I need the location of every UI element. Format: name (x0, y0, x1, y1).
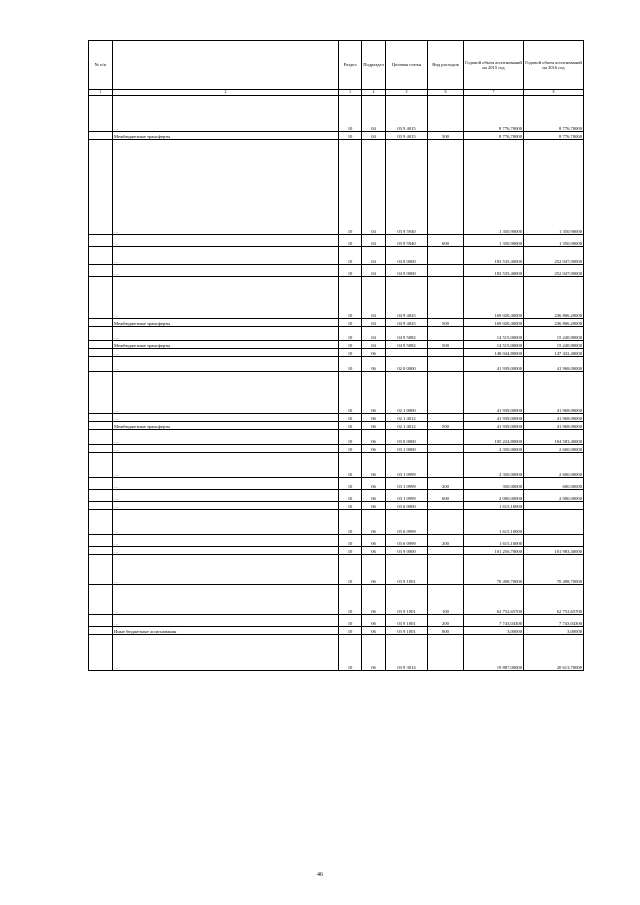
cell-razdel: 10 (339, 547, 362, 555)
cell-razdel: 10 (339, 235, 362, 247)
cell-number (89, 627, 113, 635)
cell-statya: 04 9 4025 (386, 277, 428, 319)
table-row (89, 327, 584, 341)
cell-razdel: 10 (339, 635, 362, 671)
cell-podrazdel: 04 (362, 265, 386, 277)
cell-2016: 1 350,90000 (524, 235, 584, 247)
header-podrazdel: Подраздел (362, 41, 386, 90)
cell-razdel: 10 (339, 247, 362, 265)
cell-statya: 03 9 4015 (386, 96, 428, 132)
cell-name: … (113, 453, 339, 478)
cell-2015: 1 615,10000 (464, 502, 524, 510)
cell-razdel: 10 (339, 96, 362, 132)
cell-number (89, 585, 113, 615)
cell-2016 (524, 535, 584, 547)
cell-statya: 04 9 4025 (386, 319, 428, 327)
cell-podrazdel: 04 (362, 132, 386, 140)
cell-vid (428, 349, 464, 357)
cell-name: … (113, 414, 339, 422)
cell-vid: 500 (428, 422, 464, 430)
cell-vid: 200 (428, 478, 464, 490)
cell-podrazdel: 06 (362, 510, 386, 535)
table-row (89, 627, 584, 635)
cell-number (89, 341, 113, 349)
table-body (89, 96, 584, 671)
cell-2015: 8 776,70000 (464, 132, 524, 140)
cell-podrazdel: 06 (362, 502, 386, 510)
cell-2016: 2 600,00000 (524, 453, 584, 478)
table-row (89, 445, 584, 453)
cell-statya: 04 0 0000 (386, 247, 428, 265)
cell-vid (428, 547, 464, 555)
cell-vid: 200 (428, 615, 464, 627)
table-row (89, 430, 584, 445)
table-row (89, 585, 584, 615)
cell-statya: 02 1 4012 (386, 414, 428, 422)
cell-name: … (113, 555, 339, 585)
cell-razdel: 10 (339, 502, 362, 510)
cell-name: Межбюджетные трансферты (113, 132, 339, 140)
cell-razdel: 10 (339, 132, 362, 140)
cell-2016: 147 432,40000 (524, 349, 584, 357)
cell-2016: 41 968,00000 (524, 372, 584, 414)
table-row (89, 140, 584, 235)
cell-statya: 03 9 5940 (386, 235, 428, 247)
cell-name: … (113, 490, 339, 502)
cell-razdel: 10 (339, 430, 362, 445)
cell-2015: 2 000,00000 (464, 490, 524, 502)
cell-vid (428, 357, 464, 372)
cell-podrazdel: 04 (362, 96, 386, 132)
cell-number (89, 140, 113, 235)
cell-name: … (113, 430, 339, 445)
header-name (113, 41, 339, 90)
budget-table (88, 40, 584, 671)
cell-vid (428, 445, 464, 453)
cell-number (89, 535, 113, 547)
cell-number (89, 445, 113, 453)
cell-number (89, 372, 113, 414)
column-number: 6 (428, 90, 464, 96)
cell-statya: 03 6 0999 (386, 510, 428, 535)
column-number: 4 (362, 90, 386, 96)
cell-2015: 169 020,40000 (464, 319, 524, 327)
cell-number (89, 615, 113, 627)
cell-statya: 03 9 5940 (386, 140, 428, 235)
cell-vid (428, 96, 464, 132)
table-row (89, 510, 584, 535)
cell-statya: 03 1 0999 (386, 490, 428, 502)
cell-2016: 101 983,40000 (524, 547, 584, 555)
header-razdel: Раздел (339, 41, 362, 90)
cell-number (89, 319, 113, 327)
cell-podrazdel: 06 (362, 372, 386, 414)
table-row (89, 357, 584, 372)
cell-2015: 8 776,70000 (464, 96, 524, 132)
table-row (89, 372, 584, 414)
cell-statya (386, 349, 428, 357)
cell-statya: 03 0 0000 (386, 430, 428, 445)
cell-razdel: 10 (339, 445, 362, 453)
cell-2015: 350,00000 (464, 478, 524, 490)
header-2016: Годовой объем ассигнований на 2016 год (524, 41, 584, 90)
cell-2015: 2 350,00000 (464, 453, 524, 478)
cell-number (89, 478, 113, 490)
column-number: 2 (113, 90, 339, 96)
cell-podrazdel: 06 (362, 430, 386, 445)
cell-razdel: 10 (339, 555, 362, 585)
cell-vid: 500 (428, 319, 464, 327)
cell-statya: 02 1 4012 (386, 422, 428, 430)
cell-number (89, 453, 113, 478)
cell-2016: 41 968,00000 (524, 357, 584, 372)
table-row (89, 277, 584, 319)
cell-2016: 104 583,40000 (524, 430, 584, 445)
cell-number (89, 265, 113, 277)
cell-2015: 2 350,00000 (464, 445, 524, 453)
header-number: № п/п (89, 41, 113, 90)
header-vid: Вид расходов (428, 41, 464, 90)
cell-podrazdel: 04 (362, 247, 386, 265)
table-row (89, 341, 584, 349)
cell-name: … (113, 277, 339, 319)
cell-vid (428, 277, 464, 319)
cell-2016: 2 000,00000 (524, 490, 584, 502)
cell-podrazdel: 06 (362, 615, 386, 627)
cell-vid: 200 (428, 535, 464, 547)
cell-vid: 500 (428, 132, 464, 140)
table-row (89, 265, 584, 277)
cell-name: … (113, 502, 339, 510)
cell-2015: 3,00000 (464, 627, 524, 635)
cell-podrazdel: 06 (362, 547, 386, 555)
cell-name: … (113, 510, 339, 535)
cell-number (89, 414, 113, 422)
cell-podrazdel: 06 (362, 635, 386, 671)
cell-razdel: 10 (339, 414, 362, 422)
page-number: 46 (317, 872, 323, 878)
table-row (89, 96, 584, 132)
cell-vid (428, 555, 464, 585)
cell-statya: 03 1 0999 (386, 453, 428, 478)
cell-name: Межбюджетные трансферты (113, 319, 339, 327)
cell-2016: 41 968,00000 (524, 414, 584, 422)
cell-number (89, 430, 113, 445)
cell-podrazdel: 06 (362, 585, 386, 615)
cell-vid (428, 372, 464, 414)
cell-podrazdel: 04 (362, 235, 386, 247)
cell-2015: 105 224,80000 (464, 430, 524, 445)
cell-name: … (113, 327, 339, 341)
cell-razdel: 10 (339, 372, 362, 414)
column-number: 8 (524, 90, 584, 96)
cell-podrazdel: 06 (362, 478, 386, 490)
cell-statya: 03 1 0000 (386, 445, 428, 453)
cell-name: Межбюджетные трансферты (113, 422, 339, 430)
column-number: 7 (464, 90, 524, 96)
cell-2016: 3,00000 (524, 627, 584, 635)
cell-name: … (113, 372, 339, 414)
cell-2016: 15 240,80000 (524, 341, 584, 349)
cell-2016: 252 047,00000 (524, 265, 584, 277)
cell-podrazdel: 06 (362, 627, 386, 635)
cell-podrazdel: 04 (362, 277, 386, 319)
cell-vid: 600 (428, 235, 464, 247)
cell-number (89, 96, 113, 132)
cell-name: Межбюджетные трансферты (113, 341, 339, 349)
cell-number (89, 635, 113, 671)
cell-vid (428, 140, 464, 235)
table-row (89, 235, 584, 247)
cell-podrazdel: 06 (362, 535, 386, 547)
cell-2016: 252 047,00000 (524, 247, 584, 265)
cell-vid: 600 (428, 490, 464, 502)
cell-razdel: 10 (339, 140, 362, 235)
cell-statya: 02 1 0000 (386, 372, 428, 414)
header-statya: Целевая статья (386, 41, 428, 90)
cell-2015: 41 939,00000 (464, 372, 524, 414)
table-row (89, 615, 584, 627)
cell-name: … (113, 247, 339, 265)
cell-name: … (113, 357, 339, 372)
table-row (89, 490, 584, 502)
cell-razdel: 10 (339, 535, 362, 547)
cell-vid (428, 247, 464, 265)
cell-statya: 03 9 3014 (386, 635, 428, 671)
table-row (89, 453, 584, 478)
cell-podrazdel: 06 (362, 357, 386, 372)
cell-2016 (524, 510, 584, 535)
cell-2015: 14 515,00000 (464, 341, 524, 349)
column-number: 3 (339, 90, 362, 96)
cell-2015: 1 615,10000 (464, 510, 524, 535)
cell-vid (428, 502, 464, 510)
cell-podrazdel: 06 (362, 490, 386, 502)
cell-razdel: 10 (339, 453, 362, 478)
cell-2015: 148 044,80000 (464, 349, 524, 357)
table-row (89, 422, 584, 430)
cell-number (89, 422, 113, 430)
cell-name: … (113, 96, 339, 132)
cell-2015: 41 939,00000 (464, 414, 524, 422)
cell-name: … (113, 445, 339, 453)
cell-statya: 03 9 1001 (386, 627, 428, 635)
cell-2016: 1 350,90000 (524, 140, 584, 235)
cell-2015: 7 743,04300 (464, 615, 524, 627)
cell-statya: 04 9 0000 (386, 265, 428, 277)
cell-razdel: 10 (339, 627, 362, 635)
cell-number (89, 327, 113, 341)
cell-number (89, 132, 113, 140)
cell-number (89, 510, 113, 535)
cell-2016: 62 752,65700 (524, 585, 584, 615)
table-row (89, 247, 584, 265)
cell-podrazdel: 04 (362, 140, 386, 235)
cell-2016: 236 806,20000 (524, 319, 584, 327)
cell-razdel: 10 (339, 265, 362, 277)
table-row (89, 535, 584, 547)
cell-name: … (113, 349, 339, 357)
cell-2015: 41 939,00000 (464, 422, 524, 430)
cell-razdel: 10 (339, 319, 362, 327)
cell-podrazdel: 04 (362, 327, 386, 341)
cell-name: … (113, 265, 339, 277)
cell-2016: 8 776,70000 (524, 96, 584, 132)
cell-2015: 70 498,70000 (464, 555, 524, 585)
cell-2016: 15 240,80000 (524, 327, 584, 341)
table-row (89, 502, 584, 510)
table-row (89, 132, 584, 140)
cell-2016: 2 600,00000 (524, 445, 584, 453)
cell-statya: 03 9 4015 (386, 132, 428, 140)
cell-statya: 03 9 1001 (386, 585, 428, 615)
column-number: 1 (89, 90, 113, 96)
cell-vid: 500 (428, 341, 464, 349)
cell-2015: 183 535,40000 (464, 265, 524, 277)
column-number: 5 (386, 90, 428, 96)
cell-podrazdel: 06 (362, 349, 386, 357)
table-row (89, 635, 584, 671)
cell-2015: 62 752,65700 (464, 585, 524, 615)
cell-2016: 70 498,70000 (524, 555, 584, 585)
cell-number (89, 357, 113, 372)
cell-razdel: 10 (339, 510, 362, 535)
cell-statya: 04 9 5082 (386, 341, 428, 349)
cell-2015: 1 350,90000 (464, 235, 524, 247)
table-row (89, 349, 584, 357)
table-row (89, 555, 584, 585)
cell-number (89, 490, 113, 502)
table-row (89, 414, 584, 422)
cell-razdel: 10 (339, 277, 362, 319)
cell-statya: 04 9 5082 (386, 327, 428, 341)
cell-statya: 03 9 0000 (386, 547, 428, 555)
cell-2015: 14 515,00000 (464, 327, 524, 341)
cell-name: … (113, 635, 339, 671)
cell-2016: 20 613,70000 (524, 635, 584, 671)
cell-number (89, 555, 113, 585)
cell-razdel: 10 (339, 585, 362, 615)
table-row (89, 478, 584, 490)
cell-vid (428, 414, 464, 422)
cell-name: … (113, 478, 339, 490)
cell-number (89, 277, 113, 319)
cell-vid: 100 (428, 585, 464, 615)
cell-razdel: 10 (339, 327, 362, 341)
cell-2016: 8 776,70000 (524, 132, 584, 140)
cell-razdel: 10 (339, 341, 362, 349)
cell-2016: 41 968,00000 (524, 422, 584, 430)
cell-statya: 02 0 0000 (386, 357, 428, 372)
cell-2015: 101 256,70000 (464, 547, 524, 555)
cell-2016 (524, 502, 584, 510)
table-row (89, 319, 584, 327)
cell-statya: 03 6 0000 (386, 502, 428, 510)
cell-podrazdel: 06 (362, 422, 386, 430)
cell-podrazdel: 04 (362, 319, 386, 327)
cell-vid (428, 453, 464, 478)
cell-2015: 19 887,00000 (464, 635, 524, 671)
cell-razdel: 10 (339, 357, 362, 372)
table-row (89, 547, 584, 555)
cell-2016: 600,00000 (524, 478, 584, 490)
cell-vid (428, 327, 464, 341)
table-header-row (89, 41, 584, 90)
cell-statya: 03 9 1001 (386, 555, 428, 585)
header-2015: Годовой объем ассигнований на 2015 год (464, 41, 524, 90)
cell-name: … (113, 615, 339, 627)
cell-name: Иные бюджетные ассигнования (113, 627, 339, 635)
cell-vid (428, 635, 464, 671)
cell-2016: 7 743,04300 (524, 615, 584, 627)
cell-number (89, 247, 113, 265)
cell-podrazdel: 06 (362, 445, 386, 453)
cell-number (89, 235, 113, 247)
cell-name: … (113, 547, 339, 555)
cell-vid (428, 510, 464, 535)
cell-number (89, 349, 113, 357)
cell-2015: 1 350,90000 (464, 140, 524, 235)
cell-vid (428, 430, 464, 445)
cell-statya: 03 9 1001 (386, 615, 428, 627)
cell-podrazdel: 04 (362, 341, 386, 349)
cell-statya: 03 1 0999 (386, 478, 428, 490)
cell-2015: 183 535,40000 (464, 247, 524, 265)
cell-vid (428, 265, 464, 277)
cell-name: … (113, 535, 339, 547)
cell-razdel: 10 (339, 349, 362, 357)
cell-razdel: 10 (339, 478, 362, 490)
cell-2015: 169 020,40000 (464, 277, 524, 319)
cell-name: … (113, 235, 339, 247)
cell-2015: 41 939,00000 (464, 357, 524, 372)
cell-number (89, 502, 113, 510)
cell-razdel: 10 (339, 490, 362, 502)
cell-name: … (113, 585, 339, 615)
cell-number (89, 547, 113, 555)
cell-razdel: 10 (339, 615, 362, 627)
cell-statya: 03 6 0999 (386, 535, 428, 547)
cell-razdel: 10 (339, 422, 362, 430)
cell-2015: 1 615,10000 (464, 535, 524, 547)
cell-2016: 236 806,20000 (524, 277, 584, 319)
cell-podrazdel: 06 (362, 555, 386, 585)
cell-podrazdel: 06 (362, 453, 386, 478)
cell-vid: 800 (428, 627, 464, 635)
cell-name: … (113, 140, 339, 235)
cell-podrazdel: 06 (362, 414, 386, 422)
